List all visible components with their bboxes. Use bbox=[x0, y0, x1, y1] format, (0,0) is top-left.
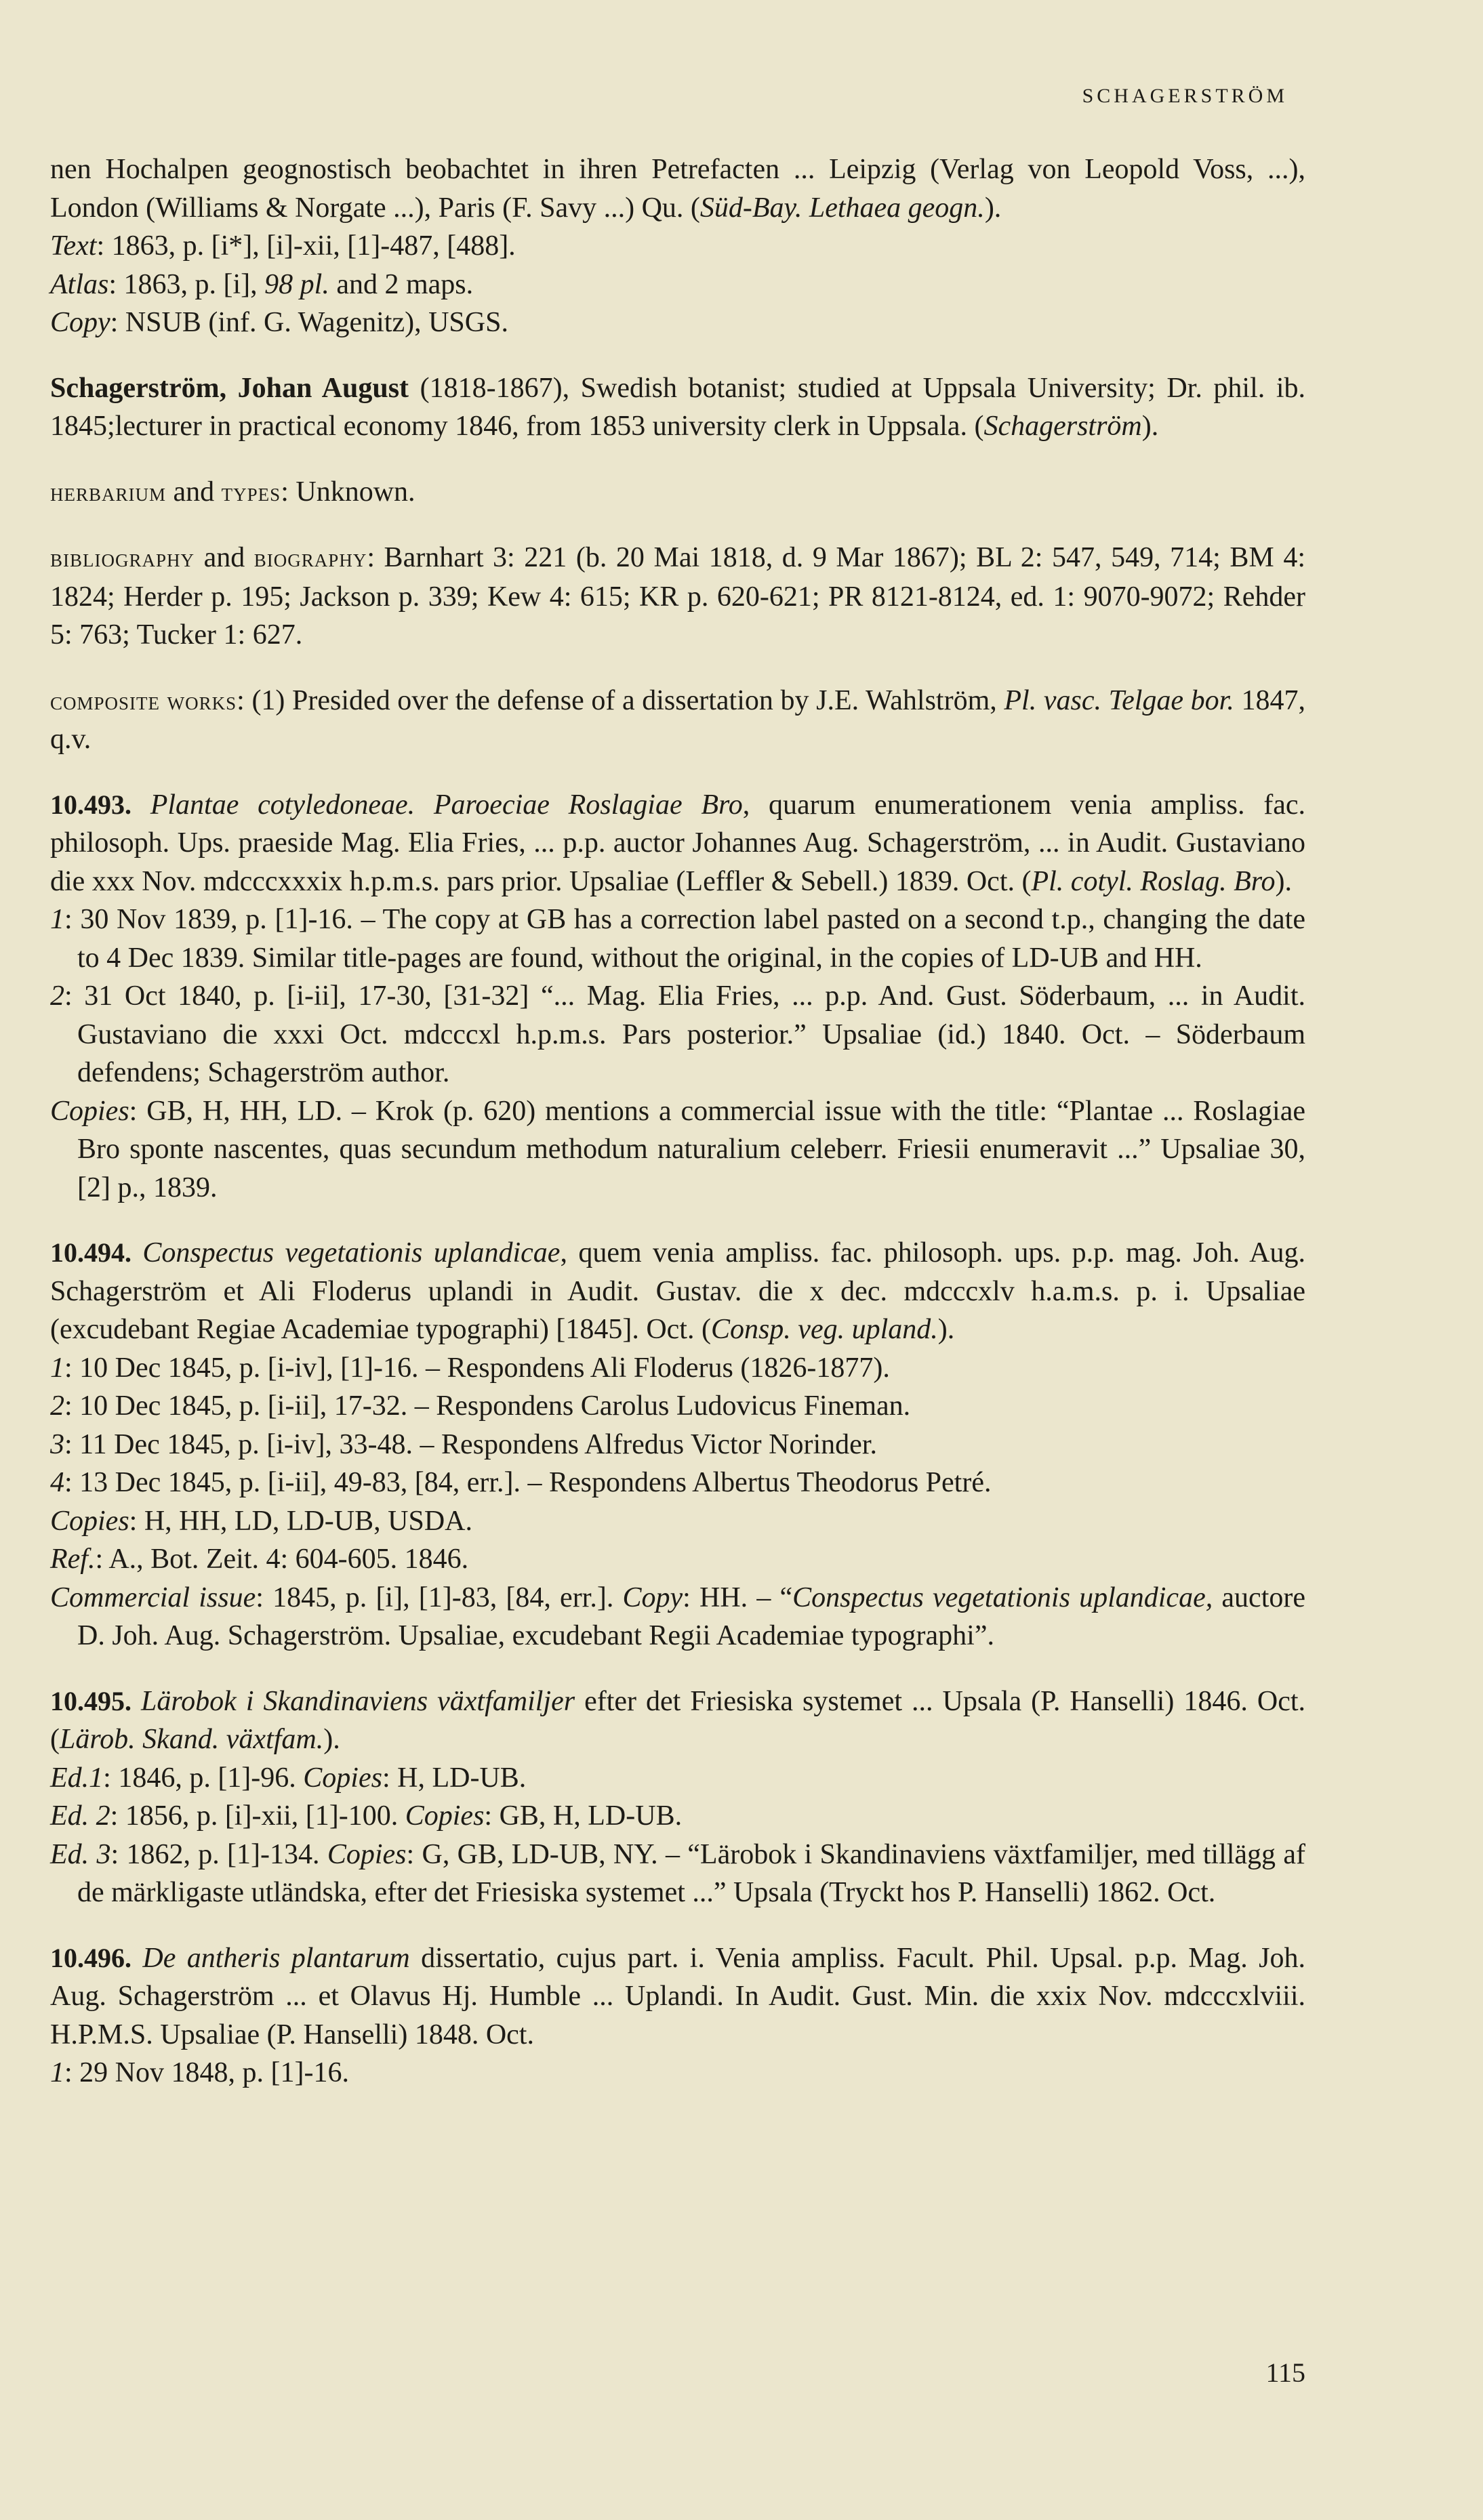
entry-number: 10.495. bbox=[50, 1685, 131, 1716]
text-run: Pl. cotyl. Roslag. Bro bbox=[1031, 865, 1276, 897]
entry-number: 10.494. bbox=[50, 1237, 131, 1268]
entry-number: 10.493. bbox=[50, 789, 131, 820]
paragraph bbox=[50, 369, 1305, 446]
paragraph bbox=[50, 1759, 1305, 1798]
text-run: auctore D. Joh. Aug. Schagerström. Upsaliae, excudebant Regii Academiae typographi”. bbox=[77, 1582, 1305, 1651]
text-run: : 10 Dec 1845, p. [i-ii], 17-32. – Respondens Carolus Ludovicus Fineman. bbox=[64, 1390, 911, 1422]
text-run: : 11 Dec 1845, p. [i-iv], 33-48. – Respondens Alfredus Victor Norinder. bbox=[64, 1428, 877, 1460]
text-run: (1818-1867), Swedish botanist; studied at Uppsala University; Dr. phil. ib. 1845;lecturer in practical economy 1846, from 1853 university clerk in Uppsala. ( bbox=[50, 372, 1305, 442]
text-run: ). bbox=[984, 192, 1002, 224]
text-run: Ed.1 bbox=[50, 1762, 104, 1794]
paragraph bbox=[50, 2054, 1305, 2092]
text-run: : 29 Nov 1848, p. [1]-16. bbox=[64, 2057, 349, 2088]
text-run: : 31 Oct 1840, p. [i-ii], 17-30, [31-32] “... Mag. Elia Fries, ... p.p. And. Gust. Söderbaum, ... in Audit. Gustaviano die xxxi Oct. mdcccxl h.p.m.s. Pars posterior.” Upsaliae (id.) 1840. Oct. – Söderbaum defendens; Schagerström author. bbox=[64, 980, 1305, 1088]
paragraph bbox=[50, 1579, 1305, 1655]
text-run: : 1862, p. [1]-134. bbox=[110, 1838, 327, 1870]
text-run: 1 bbox=[50, 904, 64, 935]
paragraph bbox=[50, 1682, 1305, 1759]
text-run: 98 pl. bbox=[264, 268, 329, 300]
text-run: 2 bbox=[50, 980, 64, 1012]
text-run: : 1846, p. [1]-96. bbox=[103, 1762, 304, 1794]
section-label: biography bbox=[253, 544, 367, 573]
text-run: 2 bbox=[50, 1390, 64, 1422]
text-run: Lärob. Skand. växtfam. bbox=[60, 1724, 324, 1755]
paragraph bbox=[50, 150, 1305, 227]
page-body bbox=[50, 150, 1305, 2092]
text-run: ). bbox=[1141, 411, 1159, 442]
text-run: : H, HH, LD, LD-UB, USDA. bbox=[129, 1505, 472, 1537]
paragraph bbox=[50, 1387, 1305, 1426]
text-run: and bbox=[166, 476, 222, 508]
text-run: , quem venia ampliss. fac. philosoph. ups. p.p. mag. Joh. Aug. Schagerström et Ali Floderus uplandi in Audit. Gustav. die x dec. mdcccxlv h.a.m.s. p. i. Upsaliae (excudebant Regiae Academiae typographi) [1845]. Oct. ( bbox=[50, 1237, 1305, 1345]
section-label: composite works bbox=[50, 686, 237, 716]
paragraph bbox=[50, 1349, 1305, 1388]
text-run: ). bbox=[323, 1724, 340, 1755]
text-run: : 1863, p. [i], bbox=[108, 268, 265, 300]
author-name: Schagerström, Johan August bbox=[50, 372, 409, 404]
text-run: and 2 maps. bbox=[329, 268, 474, 300]
page-number: 115 bbox=[1265, 2357, 1305, 2388]
text-run: Copies bbox=[50, 1095, 129, 1127]
text-run: : 30 Nov 1839, p. [1]-16. – The copy at GB has a correction label pasted on a second t.p., changing the date to 4 Dec 1839. Similar title-pages are found, without the original, in the copies of LD-UB and HH. bbox=[64, 904, 1305, 974]
text-run: Text bbox=[50, 230, 97, 262]
text-run: : 1856, p. [i]-xii, [1]-100. bbox=[110, 1800, 405, 1832]
paragraph bbox=[50, 473, 1305, 512]
text-run bbox=[131, 1943, 142, 1974]
text-run: Plantae cotyledoneae. Paroeciae Roslagiae Bro bbox=[150, 789, 743, 821]
text-run: ). bbox=[1275, 865, 1293, 897]
text-run: : (1) Presided over the defense of a dissertation by J.E. Wahlström, bbox=[237, 684, 1004, 716]
section-label: types bbox=[221, 478, 281, 507]
entry-number: 10.496. bbox=[50, 1942, 131, 1973]
text-run: Lärobok i Skandinaviens växtfamiljer bbox=[141, 1685, 575, 1717]
text-run: , quarum enumerationem venia ampliss. fac. philosoph. Ups. praeside Mag. Elia Fries, ... p.p. auctor Johannes Aug. Schagerström, ... in Audit. Gustaviano die xxx Nov. mdcccxxxix h.p.m.s. pars prior. Upsaliae (Leffler & Sebell.) 1839. Oct. ( bbox=[50, 789, 1305, 897]
paragraph bbox=[50, 682, 1305, 759]
text-run: dissertatio, cujus part. i. Venia ampliss. Facult. Phil. Upsal. p.p. Mag. Joh. Aug. Schagerström ... et Olavus Hj. Humble ... Uplandi. In Audit. Gust. Min. die xxix Nov. mdcccxlviii. H.P.M.S. Upsaliae (P. Hanselli) 1848. Oct. bbox=[50, 1942, 1305, 2050]
paragraph bbox=[50, 1502, 1305, 1541]
text-run: nen Hochalpen geognostisch beobachtet in ihren Petrefacten ... Leipzig (Verlag von Leopold Voss, ...), London (Williams & Norgate ...), Paris (F. Savy ...) Qu. ( bbox=[50, 154, 1305, 224]
paragraph bbox=[50, 1836, 1305, 1912]
text-run: Atlas bbox=[50, 268, 109, 300]
paragraph bbox=[50, 1234, 1305, 1349]
text-run: Copy bbox=[50, 307, 110, 338]
paragraph bbox=[50, 1939, 1305, 2054]
text-run: : HH. – “ bbox=[683, 1582, 793, 1613]
text-run: : 1863, p. [i*], [i]-xii, [1]-487, [488]. bbox=[96, 230, 516, 262]
text-run: : 10 Dec 1845, p. [i-iv], [1]-16. – Respondens Ali Floderus (1826-1877). bbox=[64, 1352, 890, 1384]
text-run bbox=[131, 789, 150, 821]
paragraph bbox=[50, 304, 1305, 342]
text-run: Copies bbox=[327, 1838, 407, 1870]
text-run: Consp. veg. upland. bbox=[710, 1314, 938, 1345]
text-run: Copies bbox=[50, 1505, 129, 1537]
text-run: Ed. 2 bbox=[50, 1800, 110, 1832]
paragraph bbox=[50, 266, 1305, 304]
text-run: De antheris plantarum bbox=[142, 1942, 410, 1974]
running-header: SCHAGERSTRÖM bbox=[1082, 85, 1288, 107]
text-run: : GB, H, LD-UB. bbox=[484, 1800, 683, 1832]
paragraph bbox=[50, 977, 1305, 1092]
text-run: 1847, q.v. bbox=[50, 684, 1305, 755]
section-label: herbarium bbox=[50, 478, 167, 507]
paragraph bbox=[50, 1426, 1305, 1464]
text-run: : Barnhart 3: 221 (b. 20 Mai 1818, d. 9 Mar 1867); BL 2: 547, 549, 714; BM 4: 1824; Herder p. 195; Jackson p. 339; Kew 4: 615; KR p. 620-621; PR 8121-8124, ed. 1: 9070-9072; Rehder 5: 763; Tucker 1: 627. bbox=[50, 542, 1305, 650]
text-run: : 13 Dec 1845, p. [i-ii], 49-83, [84, err.]. – Respondens Albertus Theodorus Petré. bbox=[64, 1467, 992, 1498]
text-run: : G, GB, LD-UB, NY. – “Lärobok i Skandinaviens växtfamiljer, med tillägg af de märkligaste utländska, efter det Friesiska systemet ...” Upsala (Tryckt hos P. Hanselli) 1862. Oct. bbox=[77, 1838, 1305, 1908]
paragraph bbox=[50, 1464, 1305, 1502]
text-run bbox=[131, 1686, 141, 1717]
text-run: and bbox=[195, 542, 254, 573]
text-run: : NSUB (inf. G. Wagenitz), USGS. bbox=[110, 307, 508, 338]
text-run: Conspectus vegetationis uplandicae bbox=[142, 1237, 561, 1268]
text-run bbox=[131, 1237, 142, 1268]
text-run: Commercial issue bbox=[50, 1582, 256, 1613]
text-run: Copies bbox=[303, 1762, 382, 1794]
paragraph bbox=[50, 1092, 1305, 1207]
text-run: 4 bbox=[50, 1467, 64, 1498]
text-run: Copies bbox=[405, 1800, 485, 1832]
text-run: : GB, H, HH, LD. – Krok (p. 620) mentions a commercial issue with the title: “Plantae ... Roslagiae Bro sponte nascentes, quas secundum methodum naturalium celeberr. Friesii enumeravit ...” Upsaliae 30, [2] p., 1839. bbox=[77, 1095, 1305, 1203]
text-run: ). bbox=[937, 1314, 955, 1345]
text-run: efter det Friesiska systemet ... Upsala (P. Hanselli) 1846. Oct. ( bbox=[50, 1685, 1306, 1755]
text-run: Conspectus vegetationis uplandicae, bbox=[792, 1582, 1213, 1613]
paragraph bbox=[50, 227, 1305, 266]
text-run: Copy bbox=[622, 1582, 683, 1613]
section-label: bibliography bbox=[50, 544, 195, 573]
paragraph bbox=[50, 786, 1305, 901]
text-run: Pl. vasc. Telgae bor. bbox=[1004, 684, 1234, 716]
text-run: 1 bbox=[50, 1352, 64, 1384]
text-run: Schagerström bbox=[983, 411, 1142, 442]
paragraph bbox=[50, 539, 1305, 655]
paragraph bbox=[50, 901, 1305, 977]
text-run: Ref. bbox=[50, 1544, 96, 1575]
text-run: : 1845, p. [i], [1]-83, [84, err.]. bbox=[256, 1582, 623, 1613]
text-run: Ed. 3 bbox=[50, 1838, 111, 1870]
text-run: : H, LD-UB. bbox=[382, 1762, 527, 1794]
paragraph bbox=[50, 1797, 1305, 1836]
text-run: : A., Bot. Zeit. 4: 604-605. 1846. bbox=[95, 1544, 469, 1575]
text-run: : Unknown. bbox=[281, 476, 415, 508]
text-run: 1 bbox=[50, 2057, 64, 2088]
text-run: Süd-Bay. Lethaea geogn. bbox=[699, 192, 985, 224]
paragraph bbox=[50, 1540, 1305, 1579]
text-run: 3 bbox=[50, 1428, 64, 1460]
